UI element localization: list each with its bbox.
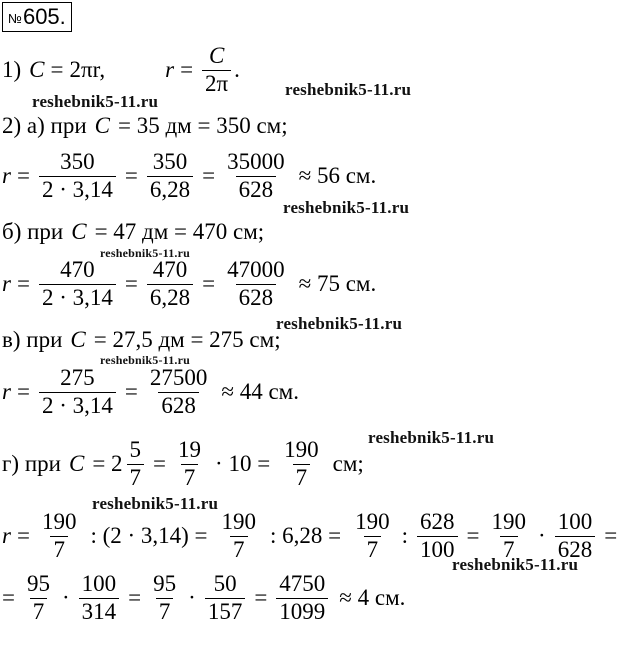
condition: = 47 дм = 470 см; xyxy=(94,219,265,244)
fraction: $\frac{100}{628}$ xyxy=(555,510,596,561)
item-label: 2) а) при xyxy=(2,113,87,138)
watermark: reshebnik5-11.ru xyxy=(32,92,159,111)
var-c: C xyxy=(70,327,86,352)
watermark: reshebnik5-11.ru xyxy=(92,494,219,513)
fraction: $\frac{628}{100}$ xyxy=(417,510,458,561)
fraction: $\frac{275}{2 \cdot 3,14}$ xyxy=(39,366,116,417)
var-c: C xyxy=(68,451,85,476)
fraction: $\frac{190}{7}$ xyxy=(355,509,390,562)
fraction: $\frac{35000}{628}$ xyxy=(227,149,285,202)
watermark: reshebnik5-11.ru xyxy=(276,314,403,333)
var-r: r xyxy=(2,271,11,296)
formula-line-8: г) при C = 2 $\frac{5}{7}$ = $\frac{19}{7}$ · 10 = $\frac{190}{7}$ см; xyxy=(2,437,364,490)
number-sign: № xyxy=(8,10,22,26)
fraction: $\frac{470}{6,28}$ xyxy=(147,258,193,309)
fraction: $\frac{350}{2 \cdot 3,14}$ xyxy=(39,150,116,201)
condition: = 27,5 дм = 275 см; xyxy=(93,327,281,352)
equals: = xyxy=(50,57,64,82)
fraction: $\frac{190}{7}$ xyxy=(491,509,527,562)
fraction: $\frac{19}{7}$ xyxy=(178,437,202,490)
item-label: г) при xyxy=(2,451,61,476)
fraction: $\frac{95}{7}$ xyxy=(26,571,50,624)
result: ≈ 56 см. xyxy=(298,163,377,188)
var-c: C xyxy=(94,113,110,138)
mixed-fraction-part: $\frac{5}{7}$ xyxy=(127,438,145,489)
var-c: C xyxy=(71,219,87,244)
equals: = xyxy=(180,57,194,82)
watermark: reshebnik5-11.ru xyxy=(452,555,579,574)
formula-line-1: 1) C = 2πr, r = $\frac{C}{2\pi}$ . xyxy=(2,43,240,96)
formula-line-5: r = $\frac{470}{2 \cdot 3,14}$ = $\frac{470}{6,28}$ = $\frac{47000}{628}$ ≈ 75 см. xyxy=(2,257,377,310)
fraction: $\frac{350}{6,28}$ xyxy=(147,150,193,201)
formula-line-2 xyxy=(2,106,288,146)
item-label: б) при xyxy=(2,219,64,244)
fraction: $\frac{95}{7}$ xyxy=(153,571,177,624)
var-r: r xyxy=(2,163,11,188)
condition: = 35 дм = 350 см; xyxy=(118,113,288,138)
result: ≈ 75 см. xyxy=(298,271,377,296)
fraction: $\frac{47000}{628}$ xyxy=(227,257,285,310)
watermark: reshebnik5-11.ru xyxy=(100,246,190,260)
formula-line-9: r = $\frac{190}{7}$ : (2 · 3,14) = $\frac{190}{7}$ : 6,28 = $\frac{190}{7}$ : $\frac{628}{100}$ = $\frac{190}{7}$ · $\frac{100}{628}$ = xyxy=(2,509,618,562)
var-r: r xyxy=(165,57,175,82)
var-c: C xyxy=(29,57,45,82)
fraction: $\frac{100}{314}$ xyxy=(79,572,120,623)
fraction: $\frac{190}{7}$ xyxy=(221,509,257,562)
fraction: $\frac{190}{7}$ xyxy=(41,509,77,562)
result: ≈ 4 см. xyxy=(339,585,406,610)
fraction: $\frac{27500}{628}$ xyxy=(149,365,208,418)
fraction: $\frac{C}{2\pi}$ xyxy=(202,44,231,95)
fraction: $\frac{190}{7}$ xyxy=(284,437,319,490)
expr-2pir: 2πr, xyxy=(69,57,106,82)
problem-number-badge xyxy=(2,2,72,32)
formula-line-10: = $\frac{95}{7}$ · $\frac{100}{314}$ = $\frac{95}{7}$ · $\frac{50}{157}$ = $\frac{4750}{1099}$ ≈ 4 см. xyxy=(2,571,406,624)
fraction: $\frac{50}{157}$ xyxy=(205,572,246,623)
watermark: reshebnik5-11.ru xyxy=(285,80,412,99)
fraction: $\frac{4750}{1099}$ xyxy=(276,572,328,623)
formula-line-7: r = $\frac{275}{2 \cdot 3,14}$ = $\frac{27500}{628}$ ≈ 44 см. xyxy=(2,365,299,418)
watermark: reshebnik5-11.ru xyxy=(368,428,495,447)
var-r: r xyxy=(2,379,11,404)
formula-line-3: r = $\frac{350}{2 \cdot 3,14}$ = $\frac{350}{6,28}$ = $\frac{35000}{628}$ ≈ 56 см. xyxy=(2,149,377,202)
item-label: в) при xyxy=(2,327,63,352)
problem-number: 605. xyxy=(22,4,66,29)
fraction: $\frac{470}{2 \cdot 3,14}$ xyxy=(39,258,116,309)
var-r: r xyxy=(2,523,11,548)
watermark: reshebnik5-11.ru xyxy=(100,353,190,367)
item-label: 1) xyxy=(2,57,22,82)
watermark: reshebnik5-11.ru xyxy=(283,198,410,217)
result: ≈ 44 см. xyxy=(221,379,299,404)
